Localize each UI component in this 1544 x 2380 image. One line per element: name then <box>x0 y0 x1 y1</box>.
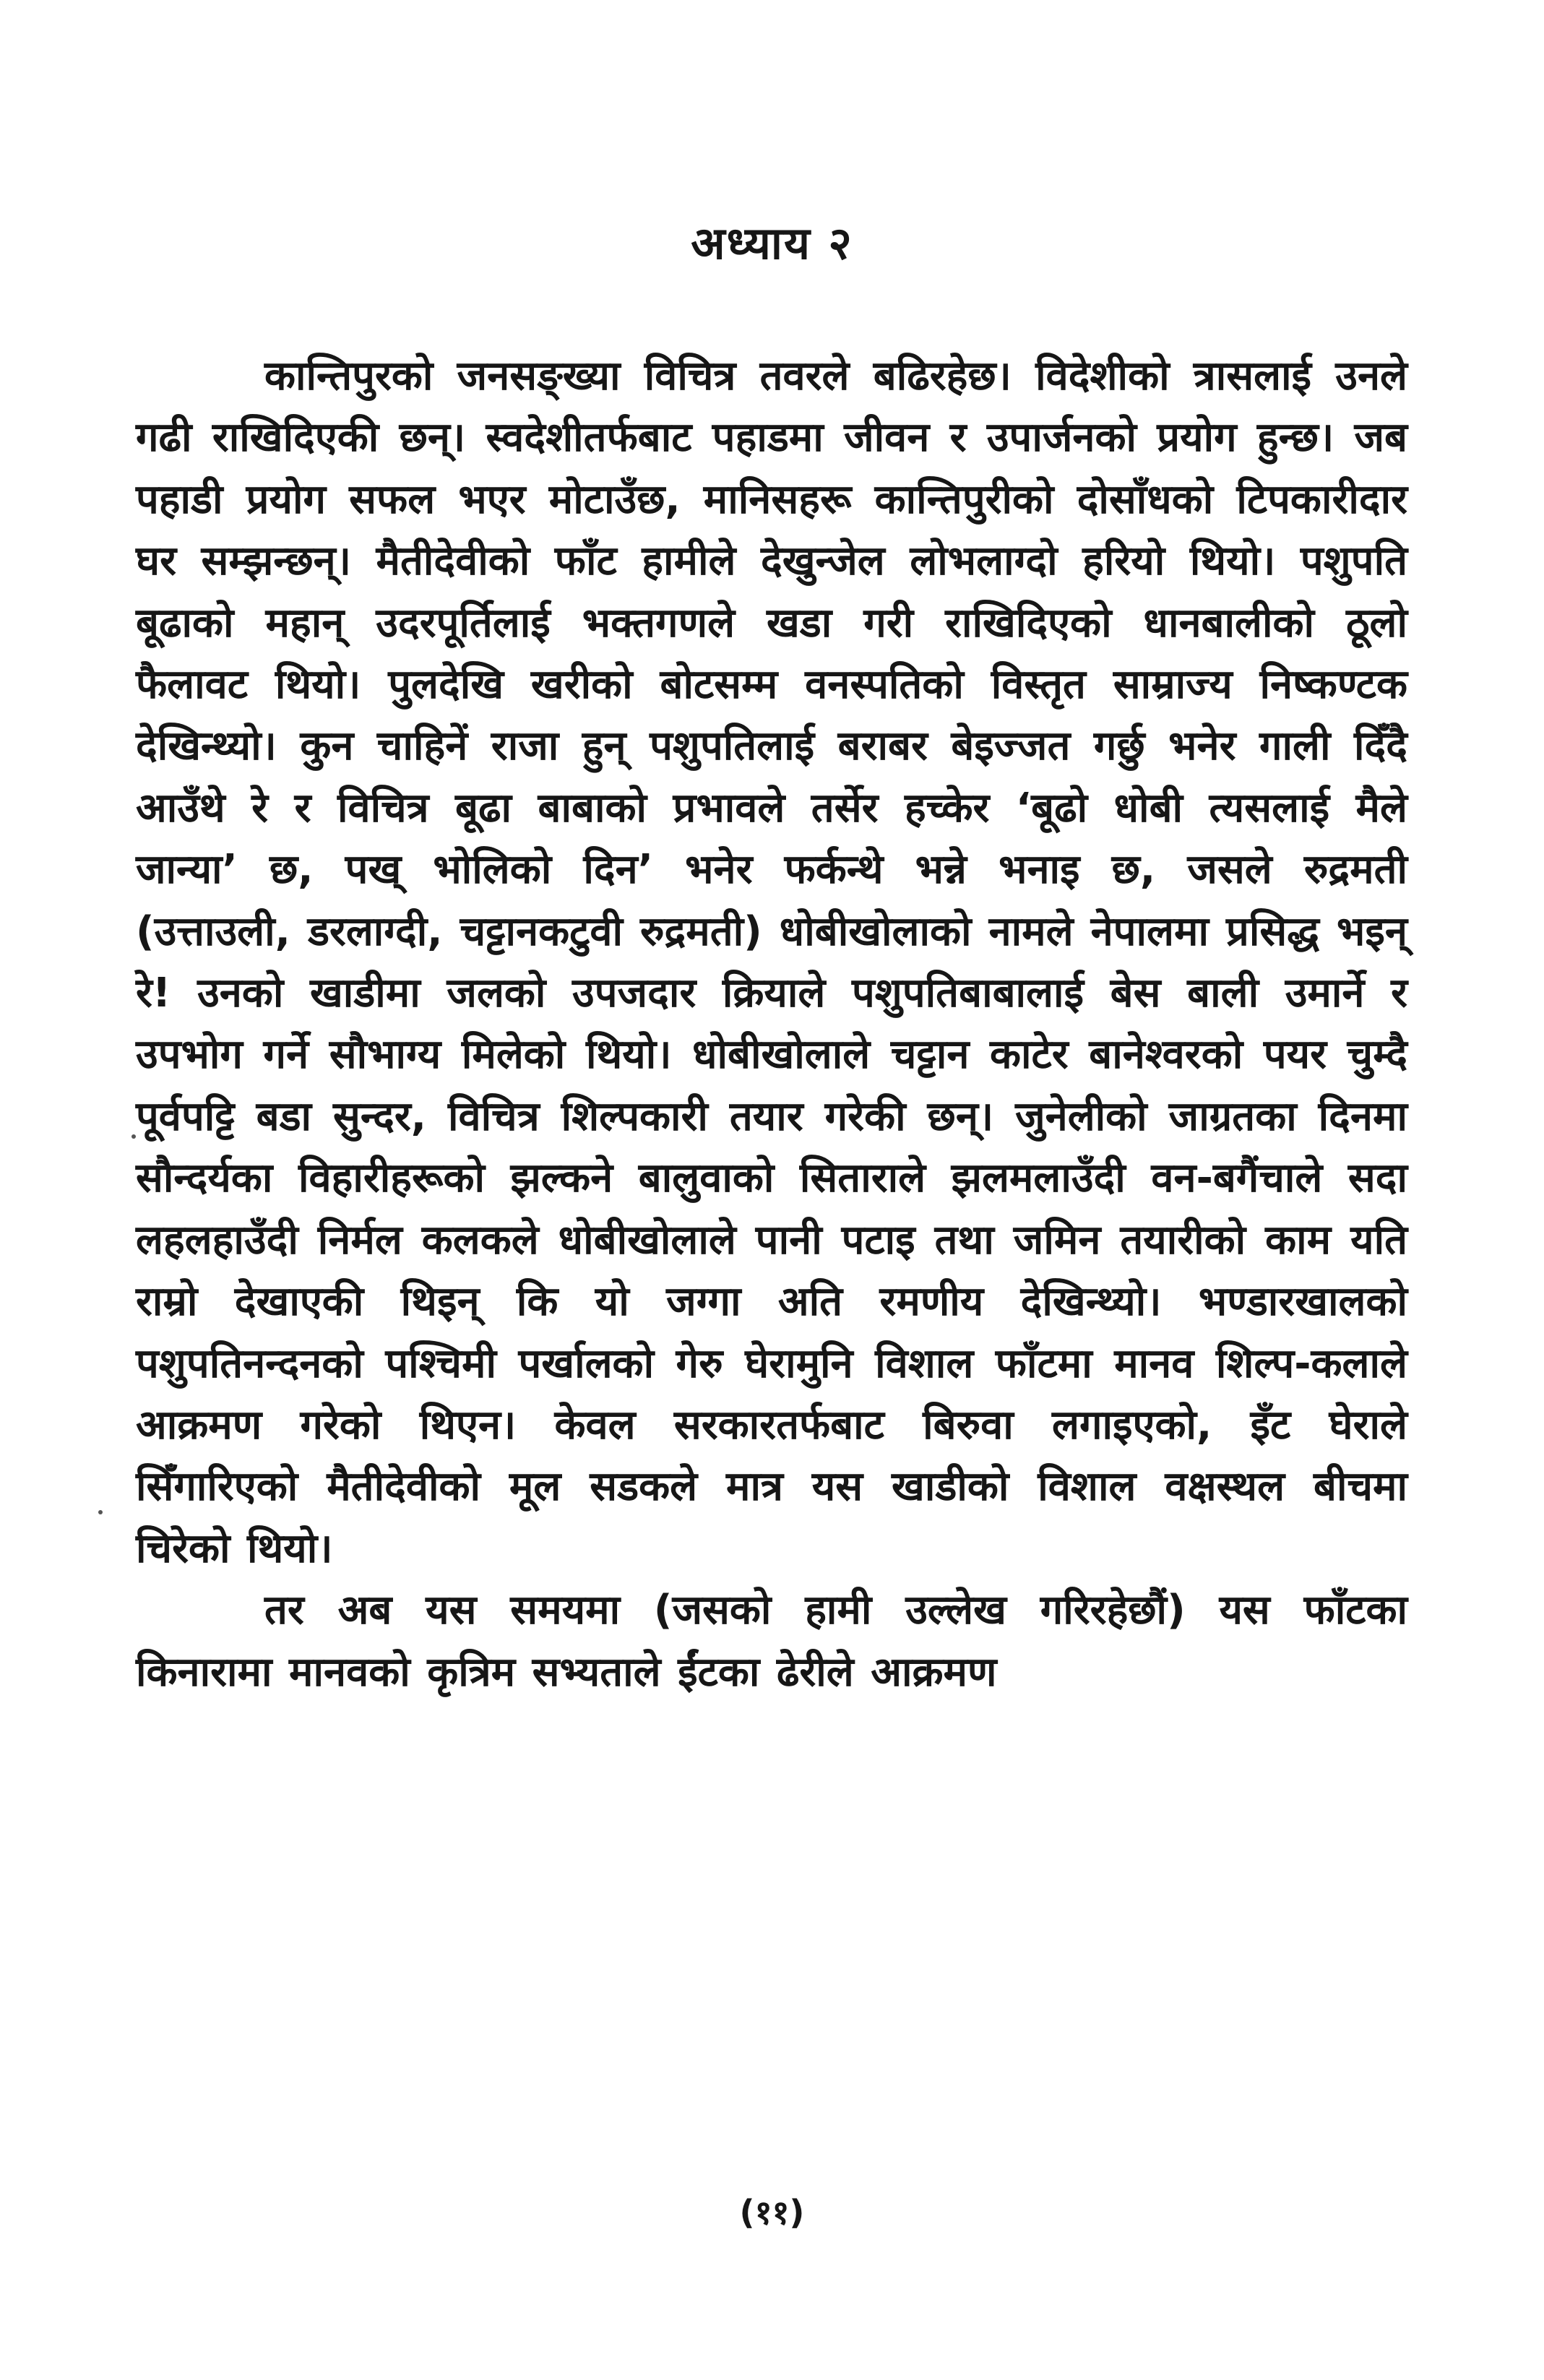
scan-speck <box>98 1510 103 1514</box>
paragraph-1: कान्तिपुरको जनसङ्ख्या विचित्र तवरले बढिरहेछ। विदेशीको त्रासलाई उनले गढी राखिदिएकी छन्। स्वदेशीतर्फबाट पहाडमा जीवन र उपार्जनको प्रयोग हुन्छ। जब पहाडी प्रयोग सफल भएर मोटाउँछ, मानिसहरू कान्तिपुरीको दोसाँधको टिपकारीदार घर सम्झन्छन्। मैतीदेवीको फाँट हामीले देखुन्जेल लोभलाग्दो हरियो थियो। पशुपति बूढाको महान् उदरपूर्तिलाई भक्तगणले खडा गरी राखिदिएको धानबालीको ठूलो फैलावट थियो। पुलदेखि खरीको बोटसम्म वनस्पतिको विस्तृत साम्राज्य निष्कण्टक देखिन्थ्यो। कुन चाहिनें राजा हुन् पशुपतिलाई बराबर बेइज्जत गर्छु भनेर गाली दिँदै आउँथे रे र विचित्र बूढा बाबाको प्रभावले तर्सेर हच्केर ‘बूढो धोबी त्यसलाई मैले जान्या’ छ, पख् भोलिको दिन’ भनेर फर्कन्थे भन्ने भनाइ छ, जसले रुद्रमती (उत्ताउली, डरलाग्दी, चट्टानकटुवी रुद्रमती) धोबीखोलाको नामले नेपालमा प्रसिद्ध भइन् रे! उनको खाडीमा जलको उपजदार क्रियाले पशुपतिबाबालाई बेस बाली उमार्ने र उपभोग गर्ने सौभाग्य मिलेको थियो। धोबीखोलाले चट्टान काटेर बानेश्वरको पयर चुम्दै पूर्वपट्टि बडा सुन्दर, विचित्र शिल्पकारी तयार गरेकी छन्। जुनेलीको जाग्रतका दिनमा सौन्दर्यका विहारीहरूको झल्कने बालुवाको सिताराले झलमलाउँदी वन-बगैंचाले सदा लहलहाउँदी निर्मल कलकले धोबीखोलाले पानी पटाइ तथा जमिन तयारीको काम यति राम्रो देखाएकी थिइन् कि यो जग्गा अति रमणीय देखिन्थ्यो। भण्डारखालको पशुपतिनन्दनको पश्चिमी पर्खालको गेरु घेरामुनि विशाल फाँटमा मानव शिल्प-कलाले आक्रमण गरेको थिएन। केवल सरकारतर्फबाट बिरुवा लगाइएको, इँट घेराले सिँगारिएको मैतीदेवीको मूल सडकले मात्र यस खाडीको विशाल वक्षस्थल बीचमा चिरेको थियो। <box>136 353 1407 1572</box>
chapter-heading: अध्याय २ <box>691 217 853 270</box>
body-text <box>136 345 1407 1703</box>
page-number: (११) <box>739 2193 805 2232</box>
paragraph-2: तर अब यस समयमा (जसको हामी उल्लेख गरिरहेछौं) यस फाँटका किनारामा मानवको कृत्रिम सभ्यताले ईंटका ढेरीले आक्रमण <box>136 1587 1407 1696</box>
scan-speck <box>131 1134 136 1139</box>
